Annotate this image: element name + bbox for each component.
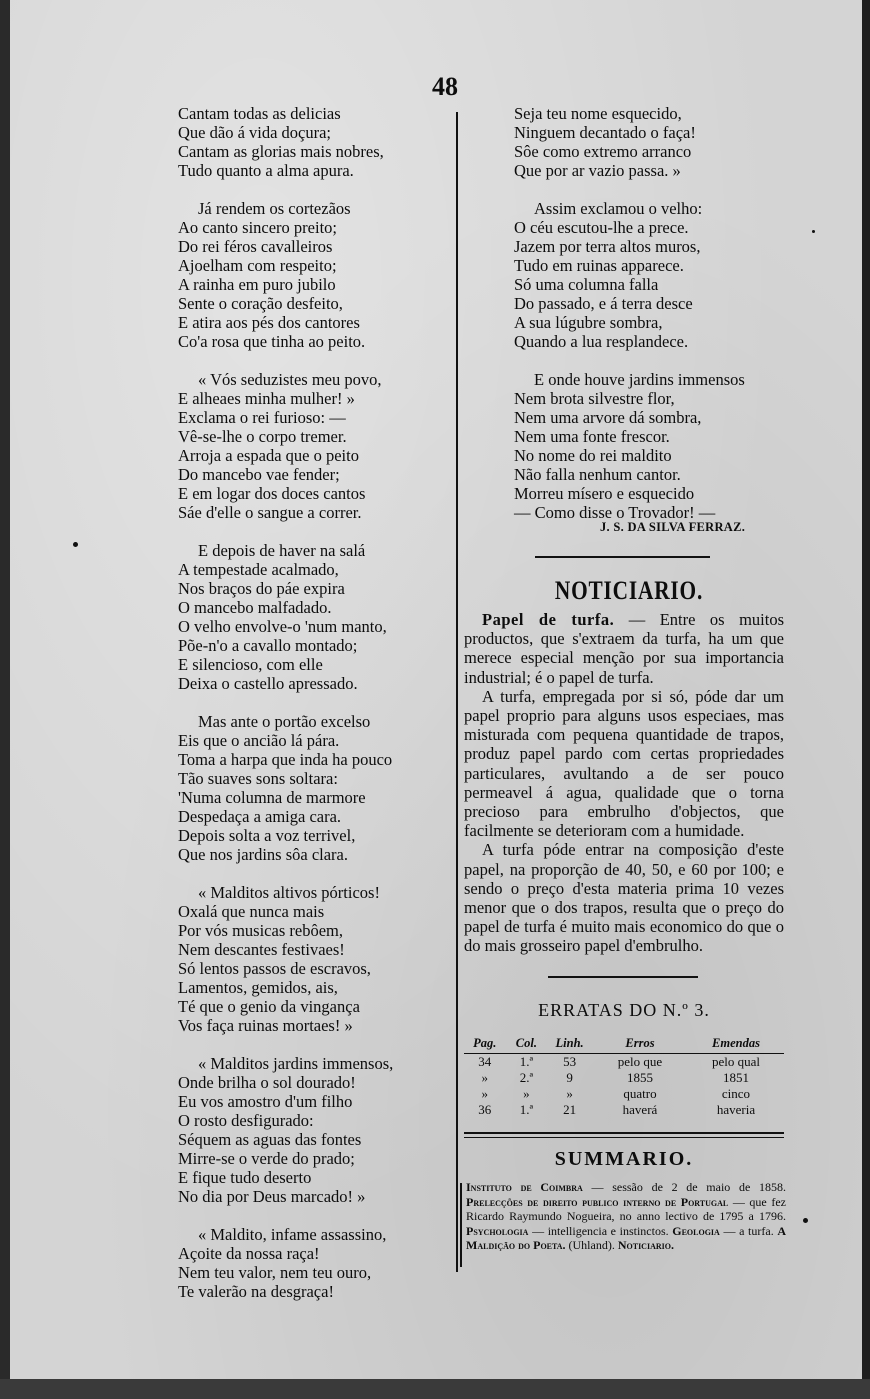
verse-line: Vê-se-lhe o corpo tremer. xyxy=(178,427,347,446)
verse-line: Ninguem decantado o faça! xyxy=(514,123,696,142)
verse-line: Eu vos amostro d'um filho xyxy=(178,1092,353,1111)
verse-line: Nem uma fonte frescor. xyxy=(514,427,670,446)
verse-line: Te valerão na desgraça! xyxy=(178,1282,334,1301)
column-rule xyxy=(456,112,458,1272)
verse-line: A tempestade acalmado, xyxy=(178,560,339,579)
verse-line: Tudo em ruinas apparece. xyxy=(514,256,684,275)
verse-line: O mancebo malfadado. xyxy=(178,598,332,617)
noticiario-rule xyxy=(548,976,698,978)
erratas-cell: 36 xyxy=(478,1102,492,1117)
erratas-header-row xyxy=(464,1036,784,1054)
verse-line: Té que o genio da vingança xyxy=(178,997,360,1016)
verse-line: Cantam as glorias mais nobres, xyxy=(178,142,384,161)
scan-edge-left xyxy=(0,0,10,1399)
verse-line: Cantam todas as delicias xyxy=(178,104,341,123)
verse-line: E onde houve jardins immensos xyxy=(534,370,745,389)
verse-line: No dia por Deus marcado! » xyxy=(178,1187,366,1206)
summario-bracket xyxy=(460,1183,462,1267)
verse-line: Tão suaves sons soltara: xyxy=(178,769,338,788)
verse-line: Põe-n'o a cavallo montado; xyxy=(178,636,358,655)
verse-line: Exclama o rei furioso: — xyxy=(178,408,346,427)
verse-line: A sua lúgubre sombra, xyxy=(514,313,663,332)
summario-entry: Noticiario. xyxy=(617,1238,674,1252)
summario-entry: Prelecções de direito publico interno de Portugal xyxy=(466,1194,729,1209)
erratas-table xyxy=(464,1036,784,1118)
verse-line: 'Numa columna de marmore xyxy=(178,788,366,807)
summario-entry: Psychologia xyxy=(466,1223,529,1238)
scan-edge-bottom xyxy=(0,1379,870,1399)
noticiario-body xyxy=(464,610,784,956)
verse-line: « Malditos jardins immensos, xyxy=(198,1054,394,1073)
erratas-cell: 1851 xyxy=(722,1070,749,1085)
stanza xyxy=(178,1054,393,1206)
verse-line: E atira aos pés dos cantores xyxy=(178,313,360,332)
summario-heading: SUMMARIO. xyxy=(554,1148,694,1170)
erratas-row xyxy=(464,1086,784,1102)
poem-left-column xyxy=(178,104,393,1320)
verse-line: Séquem as aguas das fontes xyxy=(178,1130,362,1149)
signature-rule xyxy=(535,556,710,558)
erratas-cell: quatro xyxy=(623,1086,657,1101)
verse-line: Nem uma arvore dá sombra, xyxy=(514,408,702,427)
verse-line: E em logar dos doces cantos xyxy=(178,484,366,503)
erratas-cell: 21 xyxy=(563,1102,577,1117)
verse-line: Só uma columna falla xyxy=(514,275,659,294)
summario-text: — sessão de 2 de maio de 1858. xyxy=(582,1180,787,1194)
erratas-row xyxy=(464,1054,784,1071)
erratas-cell: haveria xyxy=(716,1102,756,1117)
stanza xyxy=(178,883,393,1035)
verse-line: Depois solta a voz terrivel, xyxy=(178,826,356,845)
summario-text: — intelligencia e instinctos. xyxy=(528,1223,673,1238)
verse-line: Despedaça a amiga cara. xyxy=(178,807,342,826)
verse-line: Por vós musicas rebôem, xyxy=(178,921,343,940)
verse-line: Oxalá que nunca mais xyxy=(178,902,325,921)
erratas-cell: 1.ª xyxy=(519,1054,534,1069)
stanza xyxy=(178,104,393,180)
erratas-cell: 53 xyxy=(563,1054,577,1069)
erratas-header-emendas: Emendas xyxy=(712,1036,760,1050)
verse-line: Nem descantes festivaes! xyxy=(178,940,345,959)
verse-line: « Vós seduzistes meu povo, xyxy=(198,370,382,389)
summario-entry: A Maldição do Poeta. xyxy=(466,1223,786,1252)
verse-line: Sáe d'elle o sangue a correr. xyxy=(178,503,362,522)
erratas-cell: 1855 xyxy=(626,1070,653,1085)
verse-line: Assim exclamou o velho: xyxy=(534,199,703,218)
verse-line: E fique tudo deserto xyxy=(178,1168,312,1187)
noticiario-lead: Papel de turfa. xyxy=(482,610,615,629)
verse-line: No nome do rei maldito xyxy=(514,446,672,465)
erratas-row xyxy=(464,1070,784,1086)
erratas-cell: pelo que xyxy=(617,1054,663,1069)
stanza xyxy=(514,104,745,180)
stanza xyxy=(514,370,745,522)
verse-line: E depois de haver na salá xyxy=(198,541,366,560)
verse-line: Onde brilha o sol dourado! xyxy=(178,1073,356,1092)
stanza xyxy=(178,370,393,522)
verse-line: Só lentos passos de escravos, xyxy=(178,959,371,978)
noticiario-paragraph: A turfa póde entrar na composição d'este papel, na proporção de 40, 50, e 60 por 100; e sendo o preço d'esta materia prima 10 vezes menor que o dos trapos, resulta que o preço do papel de turfa é muito mais economico do que o do mais grosseiro papel d'embrulho. xyxy=(464,840,784,956)
erratas-cell: » xyxy=(566,1086,573,1101)
verse-line: Mirre-se o verde do prado; xyxy=(178,1149,355,1168)
verse-line: Do mancebo vae fender; xyxy=(178,465,340,484)
verse-line: « Maldito, infame assassino, xyxy=(198,1225,387,1244)
verse-line: Jazem por terra altos muros, xyxy=(514,237,701,256)
ink-speck xyxy=(803,1218,808,1223)
verse-line: Nem teu valor, nem teu ouro, xyxy=(178,1263,372,1282)
verse-line: Que nos jardins sôa clara. xyxy=(178,845,348,864)
verse-line: Co'a rosa que tinha ao peito. xyxy=(178,332,366,351)
verse-line: Eis que o ancião lá pára. xyxy=(178,731,340,750)
verse-line: Já rendem os cortezãos xyxy=(198,199,351,218)
stanza xyxy=(514,199,745,351)
verse-line: E silencioso, com elle xyxy=(178,655,323,674)
verse-line: Deixa o castello apressado. xyxy=(178,674,358,693)
verse-line: Nos braços do páe expira xyxy=(178,579,345,598)
summario-rule-thin xyxy=(464,1137,784,1138)
verse-line: Seja teu nome esquecido, xyxy=(514,104,682,123)
verse-line: Toma a harpa que inda ha pouco xyxy=(178,750,393,769)
verse-line: — Como disse o Trovador! — xyxy=(514,503,716,522)
noticiario-heading: NOTICIARIO. xyxy=(554,576,704,605)
erratas-cell: haverá xyxy=(622,1102,658,1117)
verse-line: O velho envolve-o 'num manto, xyxy=(178,617,387,636)
verse-line: Quando a lua resplandece. xyxy=(514,332,689,351)
verse-line: Que dão á vida doçura; xyxy=(178,123,332,142)
erratas-cell: 9 xyxy=(566,1070,573,1085)
verse-line: Lamentos, gemidos, ais, xyxy=(178,978,338,997)
noticiario-paragraph-text: — Entre os muitos productos, que s'extraem da turfa, ha um que merece especial menção por sua importancia industrial; é o papel de turfa. xyxy=(464,610,785,687)
erratas-cell: » xyxy=(481,1086,489,1101)
erratas-cell: cinco xyxy=(721,1086,751,1101)
noticiario-paragraph: A turfa, empregada por si só, póde dar um papel proprio para alguns usos especiaes, mas misturada com pequena quantidade de trapos, produz papel pardo com certas propriedades particulares, avultando a de ser pouco permeavel á agua, qualidade que o torna precioso para embrulho d'objectos, que facilmente se deterioram com a humidade. xyxy=(464,686,784,841)
ink-speck xyxy=(812,230,815,233)
verse-line: Ajoelham com respeito; xyxy=(178,256,337,275)
erratas-heading: ERRATAS DO N.º 3. xyxy=(538,1000,710,1020)
verse-line: Morreu mísero e esquecido xyxy=(514,484,695,503)
verse-line: Não falla nenhum cantor. xyxy=(514,465,681,484)
verse-line: Do passado, e á terra desce xyxy=(514,294,693,313)
poem-signature: J. S. DA SILVA FERRAZ. xyxy=(600,520,746,534)
stanza xyxy=(178,1225,393,1301)
verse-line: O céu escutou-lhe a prece. xyxy=(514,218,689,237)
summario-text: (Uhland). xyxy=(565,1238,618,1252)
summario-text: — que fez Ricardo Raymundo Nogueira, no anno lectivo de 1795 a 1796. xyxy=(466,1194,786,1223)
verse-line: Do rei féros cavalleiros xyxy=(178,237,333,256)
erratas-cell: » xyxy=(481,1070,489,1085)
stanza xyxy=(178,199,393,351)
verse-line: Tudo quanto a alma apura. xyxy=(178,161,354,180)
summario-entry: Geologia xyxy=(672,1223,720,1238)
erratas-cell: pelo qual xyxy=(711,1054,760,1069)
erratas-header-linh: Linh. xyxy=(555,1036,584,1050)
verse-line: Que por ar vazio passa. » xyxy=(514,161,681,180)
verse-line: Ao canto sincero preito; xyxy=(178,218,337,237)
stanza xyxy=(178,541,393,693)
verse-line: Açoite da nossa raça! xyxy=(178,1244,320,1263)
summario-rule-thick xyxy=(464,1132,784,1134)
erratas-header-erros: Erros xyxy=(625,1036,655,1050)
page-number: 48 xyxy=(432,72,458,101)
erratas-header-col: Col. xyxy=(515,1036,537,1050)
verse-line: Arroja a espada que o peito xyxy=(178,446,359,465)
erratas-cell: 1.ª xyxy=(519,1102,534,1117)
scan-edge-right xyxy=(862,0,870,1399)
verse-line: O rosto desfigurado: xyxy=(178,1111,314,1130)
erratas-row xyxy=(464,1102,784,1118)
verse-line: A rainha em puro jubilo xyxy=(178,275,336,294)
summario-body xyxy=(466,1180,786,1253)
summario-entry: Instituto de Coimbra xyxy=(466,1180,583,1194)
erratas-header-pag: Pag. xyxy=(473,1036,497,1050)
verse-line: E alheaes minha mulher! » xyxy=(178,389,355,408)
erratas-cell: 2.ª xyxy=(519,1070,534,1085)
ink-speck xyxy=(73,542,78,547)
erratas-cell: » xyxy=(523,1086,530,1101)
verse-line: Vos faça ruinas mortaes! » xyxy=(178,1016,353,1035)
verse-line: Mas ante o portão excelso xyxy=(198,712,371,731)
verse-line: « Malditos altivos pórticos! xyxy=(198,883,380,902)
noticiario-paragraph xyxy=(464,610,784,687)
summario-text: — a turfa. xyxy=(719,1223,778,1238)
stanza xyxy=(178,712,393,864)
verse-line: Nem brota silvestre flor, xyxy=(514,389,675,408)
erratas-cell: 34 xyxy=(478,1054,492,1069)
poem-right-column xyxy=(514,104,745,541)
verse-line: Sôe como extremo arranco xyxy=(514,142,692,161)
verse-line: Sente o coração desfeito, xyxy=(178,294,343,313)
